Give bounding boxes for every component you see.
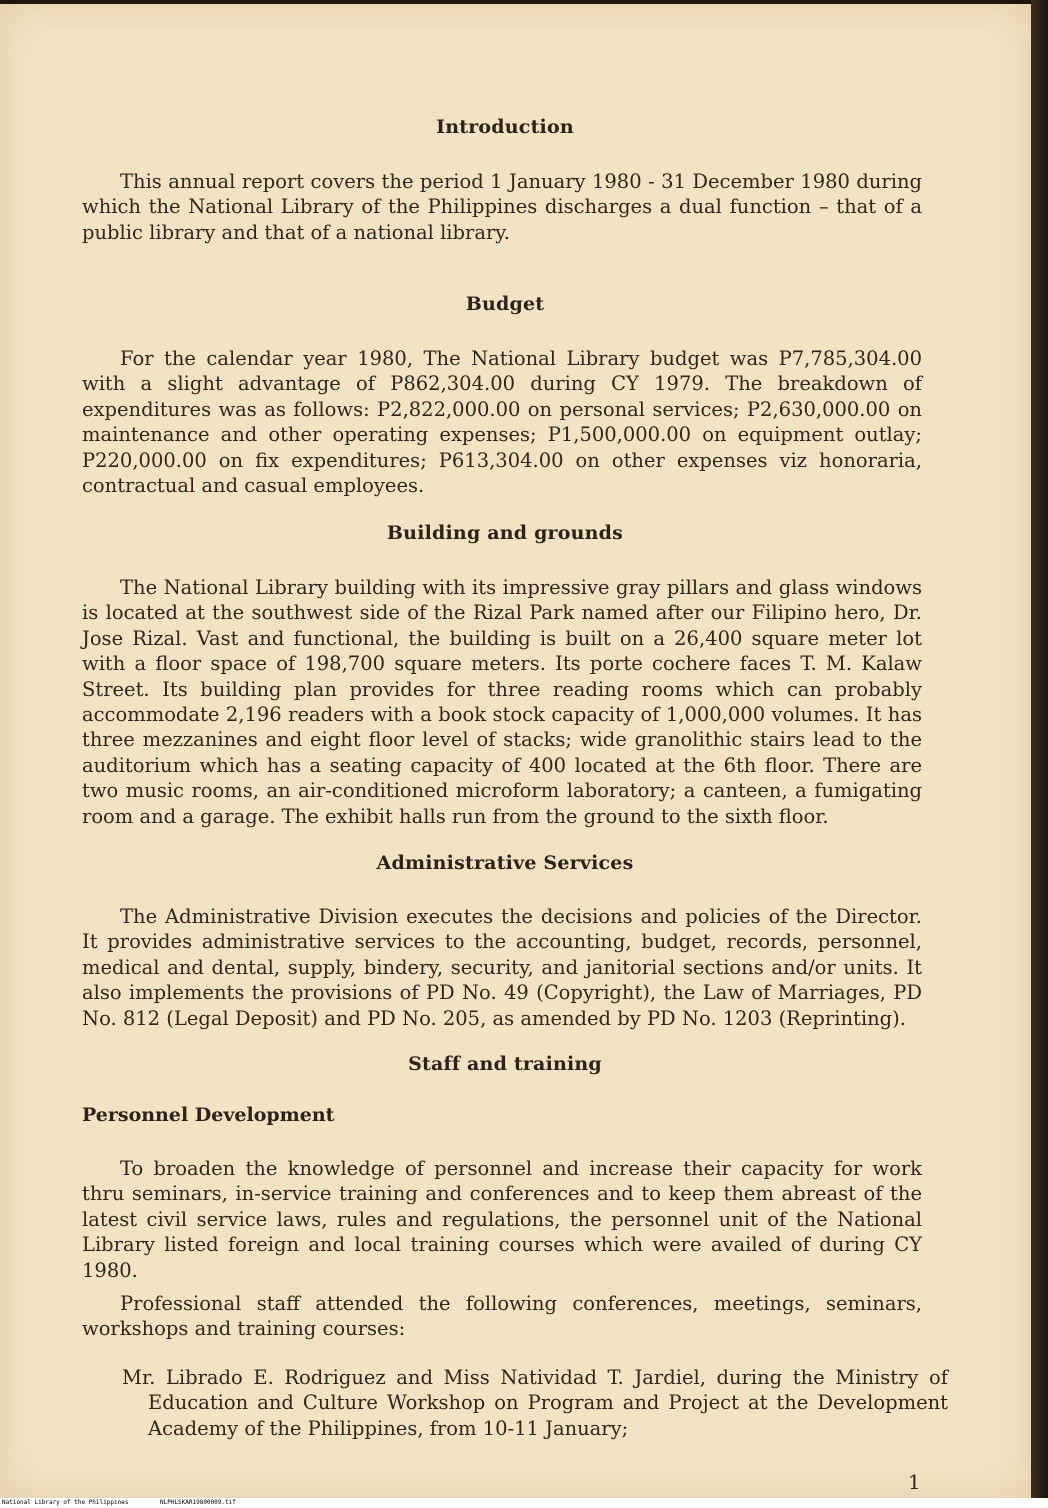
budget-paragraph: For the calendar year 1980, The National Library budget was P7,785,304.00 with a slight advantage of P862,304.00 during CY 1979. The breakdown of expenditures was as follows: P2,822,000.00 on personal services; P2,630,000.00 on maintenance and other operating expenses; P1,500,000.00 on equipment outlay; P220,000.00 on fix expenditures; P613,304.00 on other expenses viz honoraria, contractual and casual employees.: [82, 347, 922, 498]
introduction-paragraph: This annual report covers the period 1 January 1980 - 31 December 1980 during which the National Library of the Philippines discharges a dual function – that of a public library and that of a national library.: [82, 170, 922, 244]
budget-heading: Budget: [465, 293, 545, 315]
page-number: 1: [908, 1470, 921, 1494]
training-list-item: Mr. Librado E. Rodriguez and Miss Natividad T. Jardiel, during the Ministry of Education and Culture Workshop on Program and Project at the Development Academy of the Philippines, from 10-11 January;: [122, 1366, 948, 1440]
scan-right-edge: [1031, 0, 1048, 1508]
document-page: [0, 4, 1031, 1498]
scan-footer: [0, 1498, 1048, 1508]
footer-source: National Library of the Philippines: [2, 1499, 129, 1506]
administrative-heading: Administrative Services: [376, 852, 634, 874]
footer-file: NLPHLSKAR19800009.tif: [160, 1499, 236, 1506]
personnel-development-subheading: Personnel Development: [82, 1104, 335, 1126]
building-paragraph: The National Library building with its impressive gray pillars and glass windows is located at the southwest side of the Rizal Park named after our Filipino hero, Dr. Jose Rizal. Vast and functional, the building is built on a 26,400 square meter lot with a floor space of 198,700 square meters. Its porte cochere faces T. M. Kalaw Street. Its building plan provides for three reading rooms which can probably accommodate 2,196 readers with a book stock capacity of 1,000,000 volumes. It has three mezzanines and eight floor level of stacks; wide granolithic stairs lead to the auditorium which has a seating capacity of 400 located at the 6th floor. There are two music rooms, an air-conditioned microform laboratory; a canteen, a fumigating room and a garage. The exhibit halls run from the ground to the sixth floor.: [82, 576, 922, 828]
personnel-paragraph: To broaden the knowledge of personnel and increase their capacity for work thru seminars, in-service training and conferences and to keep them abreast of the latest civil service laws, rules and regulations, the personnel unit of the National Library listed foreign and local training courses which were availed of during CY 1980.: [82, 1157, 922, 1282]
staff-heading: Staff and training: [408, 1053, 602, 1075]
professional-staff-paragraph: Professional staff attended the following conferences, meetings, seminars, workshops and training courses:: [82, 1292, 922, 1341]
introduction-heading: Introduction: [436, 116, 574, 138]
building-heading: Building and grounds: [386, 522, 624, 544]
administrative-paragraph: The Administrative Division executes the decisions and policies of the Director. It provides administrative services to the accounting, budget, records, personnel, medical and dental, supply, bindery, security, and janitorial sections and/or units. It also implements the provisions of PD No. 49 (Copyright), the Law of Marriages, PD No. 812 (Legal Deposit) and PD No. 205, as amended by PD No. 1203 (Reprinting).: [82, 905, 922, 1030]
